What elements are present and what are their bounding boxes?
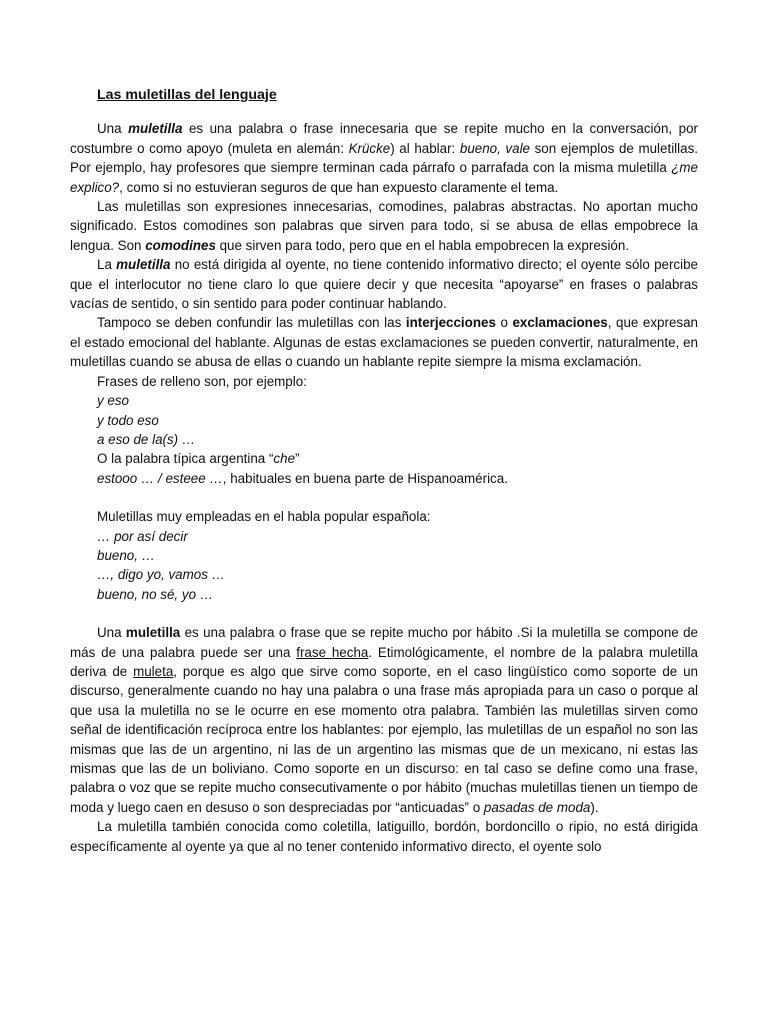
example-bueno-vale: bueno, vale — [459, 140, 530, 156]
term-pasadas-de-moda: pasadas de moda — [483, 799, 591, 815]
text: . Etimológicamente, el nombre de la palabra muletilla deriva de — [70, 644, 698, 679]
term-che: che — [273, 451, 296, 467]
text: ). — [590, 799, 599, 815]
text: Tampoco se deben confundir las muletillas con las — [97, 315, 406, 331]
term-comodines: comodines — [145, 237, 216, 253]
text: Una — [97, 625, 126, 641]
text: Una — [97, 121, 129, 137]
paragraph-comodines — [70, 197, 698, 255]
filler-estooo — [97, 469, 698, 488]
term-muletilla: muletilla — [125, 625, 181, 641]
text: es una palabra o frase innecesaria que se repite mucho en la conversación, por costumbre o como apoyo (muleta en alemán: — [70, 121, 698, 156]
term-exclamaciones: exclamaciones — [512, 315, 608, 331]
text: O la palabra típica argentina “ — [97, 451, 274, 467]
text: ” — [295, 451, 300, 467]
filler-item: y todo eso — [97, 412, 159, 428]
spacer — [70, 604, 698, 623]
fillers-intro: Frases de relleno son, por ejemplo: — [97, 373, 307, 389]
term-muletilla: muletilla — [116, 257, 171, 273]
paragraph-definition — [70, 119, 698, 197]
text: son ejemplos de muletillas. Por ejemplo, hay profesores que siempre terminan cada párrafo o parrafada con la misma muletilla — [70, 140, 698, 176]
filler-item: y eso — [97, 393, 130, 409]
text: , habituales en buena parte de Hispanoamérica. — [222, 470, 508, 486]
link-frase-hecha[interactable]: frase hecha — [296, 644, 369, 660]
text: Las muletillas son expresiones innecesarias, comodines, palabras abstractas. No aportan mucho significado. Estos comodines son palabras que sirven para todo, si se abusa de ellas empobrece la lengua. Son — [70, 199, 698, 253]
term-krucke: Krücke — [348, 140, 391, 156]
popular-item: …, digo yo, vamos … — [97, 567, 226, 583]
popular-item: bueno, no sé, yo … — [97, 586, 214, 602]
term-interjecciones: interjecciones — [405, 315, 496, 331]
popular-item: bueno, … — [97, 547, 156, 563]
text: no está dirigida al oyente, no tiene contenido informativo directo; el oyente sólo percibe que el interlocutor no tiene claro lo que quiere decir y que necesita “apoyarse” en frases o palabras vacías de sentido, o sin sentido para poder continuar hablando. — [70, 257, 698, 312]
document-page — [70, 86, 698, 856]
text: La muletilla también conocida como coletilla, latiguillo, bordón, bordoncillo o ripio, no está dirigida específicamente al oyente ya que al no tener contenido informativo directo, el oyente solo — [70, 819, 698, 854]
text: o — [495, 315, 513, 331]
text: , porque es algo que sirve como soporte, en el caso lingüístico como soporte de un discurso, generalmente cuando no hay una palabra o una frase más apropiada para un caso o porque al que usa la muletilla no se le ocurre en ese momento otra palabra. También las muletillas sirven como señal de identificación recíproca entre los hablantes: por ejemplo, las muletillas de un español no son las mismas que las de un argentino, ni las de un argentino las mismas que de un mexicano, ni estas las mismas que las de un boliviano. Como soporte en un discurso: en tal caso se define como una frase, palabra o voz que se repite mucho consecutivamente o por hábito (muchas muletillas tienen un tiempo de moda y luego caen en desuso o son despreciadas por “anticuadas” o — [70, 663, 698, 815]
page-title: Las muletillas del lenguaje — [97, 87, 277, 103]
popular-item: … por así decir — [97, 528, 188, 544]
text: , que expresan el estado emocional del hablante. Algunas de estas exclamaciones se pueden convertir, naturalmente, en muletillas cuando se abusa de ellas o cuando un hablante repite siempre la misma exclamación. — [70, 315, 698, 370]
filler-item: a eso de la(s) … — [97, 431, 196, 447]
paragraph-oyente — [70, 255, 698, 313]
text: , como si no estuvieran seguros de que han expuesto claramente el tema. — [119, 179, 559, 195]
paragraph-etimologia — [70, 623, 698, 817]
link-muleta[interactable]: muleta — [133, 663, 174, 679]
filler-che — [97, 449, 698, 468]
spacer — [70, 488, 698, 507]
text: que sirven para todo, pero que en el habla empobrecen la expresión. — [215, 237, 630, 253]
term-estooo: estooo … / esteee … — [97, 470, 223, 486]
paragraph-coletilla — [70, 817, 698, 856]
text: La — [97, 257, 117, 273]
text: ) al hablar: — [390, 140, 460, 156]
paragraph-interjecciones — [70, 313, 698, 371]
term-muletilla: muletilla — [128, 121, 183, 137]
popular-intro: Muletillas muy empleadas en el habla popular española: — [97, 509, 431, 525]
example-me-explico: ¿me explico? — [70, 160, 698, 195]
text: es una palabra o frase que se repite mucho por hábito .Si la muletilla se compone de más de una palabra puede ser una — [70, 625, 698, 660]
